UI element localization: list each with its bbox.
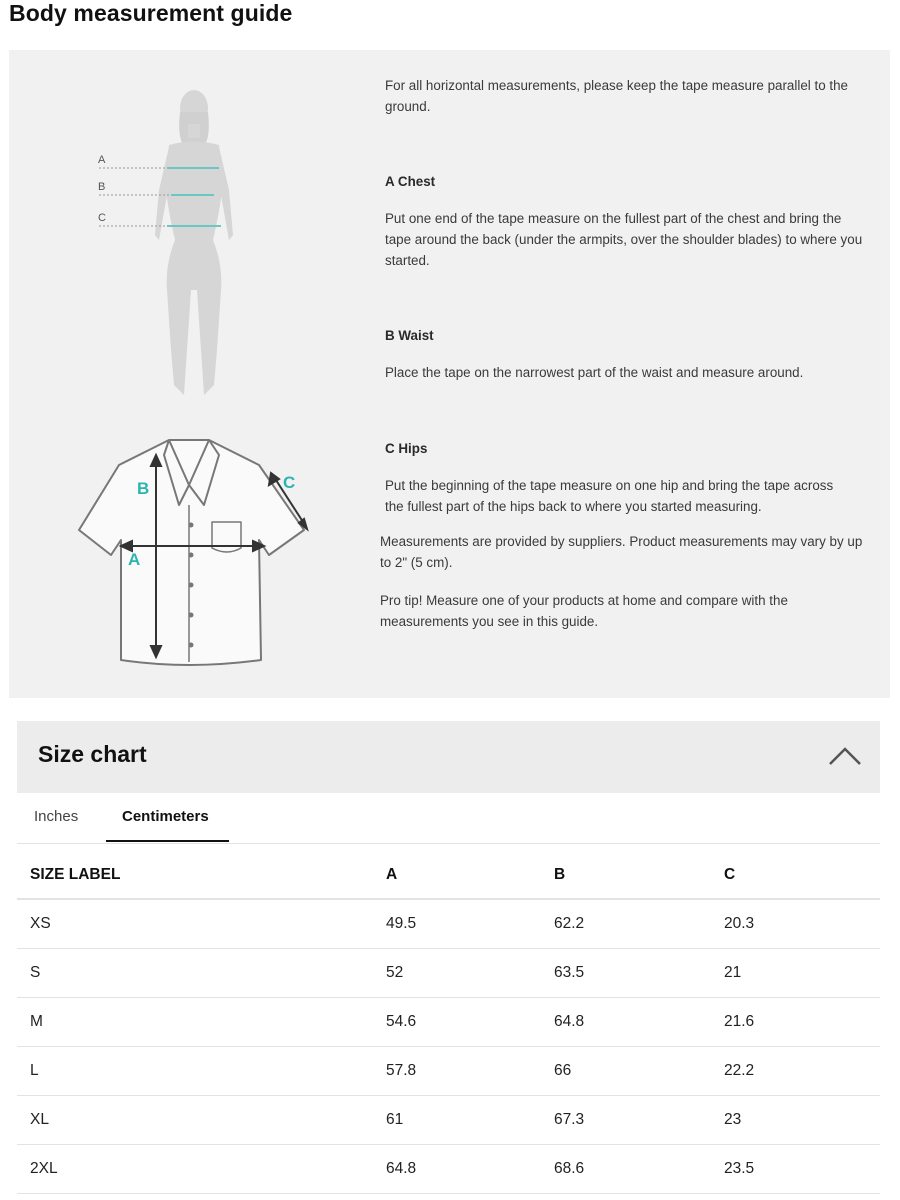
a-cell: 61: [373, 1096, 541, 1145]
a-cell: 49.5: [373, 899, 541, 949]
shirt-label-a: A: [128, 550, 141, 569]
waist-heading: B Waist: [385, 328, 434, 343]
shirt-label-c: C: [283, 473, 296, 492]
c-cell: 23.5: [711, 1145, 880, 1194]
shirt-figure: [9, 430, 329, 690]
a-cell: 57.8: [373, 1047, 541, 1096]
unit-tabs: [17, 793, 880, 844]
c-cell: 21.6: [711, 998, 880, 1047]
active-tab-indicator: [106, 840, 229, 842]
c-cell: 20.3: [711, 899, 880, 949]
b-cell: 64.8: [541, 998, 711, 1047]
waist-description: Place the tape on the narrowest part of the waist and measure around.: [385, 365, 804, 380]
b-cell: 67.3: [541, 1096, 711, 1145]
size-cell: XS: [17, 899, 373, 949]
column-header-b: B: [541, 851, 711, 899]
column-header-c: C: [711, 851, 880, 899]
supplier-note: Measurements are provided by suppliers. Product measurements may vary by up to 2" (5 cm).: [380, 534, 863, 570]
size-cell: S: [17, 949, 373, 998]
size-table: [17, 851, 880, 1194]
b-cell: 62.2: [541, 899, 711, 949]
guide-intro: For all horizontal measurements, please keep the tape measure parallel to the ground.: [385, 78, 848, 114]
a-cell: 54.6: [373, 998, 541, 1047]
body-figure: [9, 50, 309, 410]
figure-label-c: C: [98, 212, 106, 224]
chest-description: Put one end of the tape measure on the fullest part of the chest and bring the tape around the back (under the armpits, over the shoulder blades) to where you started.: [385, 211, 863, 268]
c-cell: 21: [711, 949, 880, 998]
measurement-guide-panel: [9, 50, 890, 698]
size-cell: 2XL: [17, 1145, 373, 1194]
b-cell: 63.5: [541, 949, 711, 998]
shirt-label-b: B: [137, 479, 150, 498]
hips-description: Put the beginning of the tape measure on one hip and bring the tape across the fullest part of the hips back to where you started measuring.: [385, 478, 834, 514]
chest-heading: A Chest: [385, 174, 436, 189]
table-row: [17, 949, 880, 998]
column-header-size-label: SIZE LABEL: [17, 851, 373, 899]
b-cell: 66: [541, 1047, 711, 1096]
size-chart-header[interactable]: [17, 721, 880, 793]
size-cell: M: [17, 998, 373, 1047]
a-cell: 52: [373, 949, 541, 998]
size-cell: L: [17, 1047, 373, 1096]
figure-label-a: A: [98, 154, 106, 166]
c-cell: 22.2: [711, 1047, 880, 1096]
tab-inches[interactable]: Inches: [34, 808, 79, 825]
page-title: Body measurement guide: [9, 0, 293, 26]
c-cell: 23: [711, 1096, 880, 1145]
table-row: [17, 1145, 880, 1194]
table-header-row: [17, 851, 880, 899]
table-row: [17, 998, 880, 1047]
pro-tip: Pro tip! Measure one of your products at home and compare with the measurements you see in this guide.: [380, 593, 788, 629]
size-chart-title: Size chart: [38, 741, 147, 767]
table-row: [17, 1047, 880, 1096]
a-cell: 64.8: [373, 1145, 541, 1194]
table-row: [17, 1096, 880, 1145]
body-silhouette: [155, 90, 233, 395]
figure-label-b: B: [98, 181, 106, 193]
b-cell: 68.6: [541, 1145, 711, 1194]
chevron-up-icon[interactable]: [828, 746, 862, 766]
column-header-a: A: [373, 851, 541, 899]
table-row: [17, 899, 880, 949]
size-cell: XL: [17, 1096, 373, 1145]
hips-heading: C Hips: [385, 441, 428, 456]
tab-centimeters[interactable]: Centimeters: [122, 808, 209, 825]
